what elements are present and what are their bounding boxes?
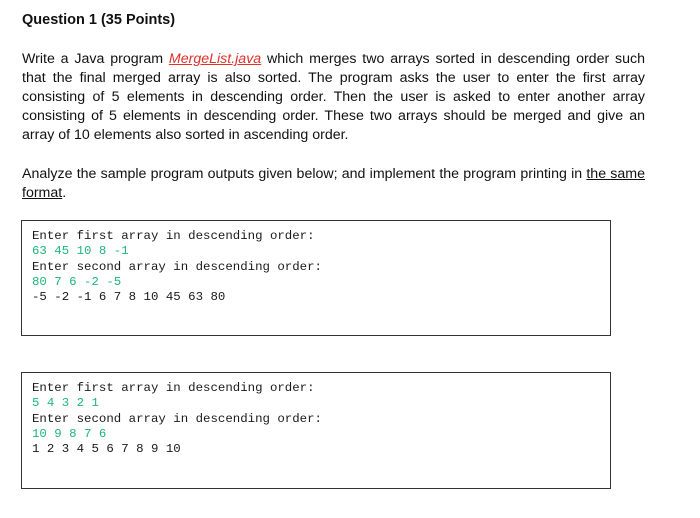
sample-output-2 — [21, 372, 611, 489]
sample-output-1 — [21, 220, 611, 336]
first-array-prompt: Enter first array in descending order: — [32, 229, 315, 243]
instructions-paragraph — [22, 50, 645, 145]
first-array-input: 63 45 10 8 -1 — [32, 244, 129, 259]
merged-array-output: -5 -2 -1 6 7 8 10 45 63 80 — [32, 290, 226, 305]
analysis-text-before: Analyze the sample program outputs given below; and implement the program printing in — [22, 166, 587, 182]
same-format-emphasis: the same format — [22, 166, 645, 201]
merged-array-output: 1 2 3 4 5 6 7 8 9 10 — [32, 442, 181, 457]
analysis-paragraph — [22, 165, 645, 203]
second-array-prompt: Enter second array in descending order: — [32, 259, 322, 274]
instructions-text-before: Write a Java program — [22, 51, 169, 67]
instructions-text-after: which merges two arrays sorted in descending order such that the final merged array is also sorted. The program asks the user to enter the first array consisting of 5 elements in descending order. Then the user is asked to enter another array consisting of 5 elements in descending order. These two arrays should be merged and give an array of 10 elements also sorted in ascending order. — [22, 51, 645, 143]
question-title: Question 1 (35 Points) — [22, 12, 176, 28]
analysis-text-after: . — [62, 185, 67, 201]
second-array-prompt: Enter second array in descending order: — [32, 411, 322, 426]
first-array-input: 5 4 3 2 1 — [32, 396, 99, 411]
first-array-prompt: Enter first array in descending order: — [32, 381, 315, 395]
second-array-input: 10 9 8 7 6 — [32, 426, 107, 441]
filename-link[interactable]: MergeList.java — [168, 51, 262, 67]
second-array-input: 80 7 6 -2 -5 — [32, 274, 122, 289]
